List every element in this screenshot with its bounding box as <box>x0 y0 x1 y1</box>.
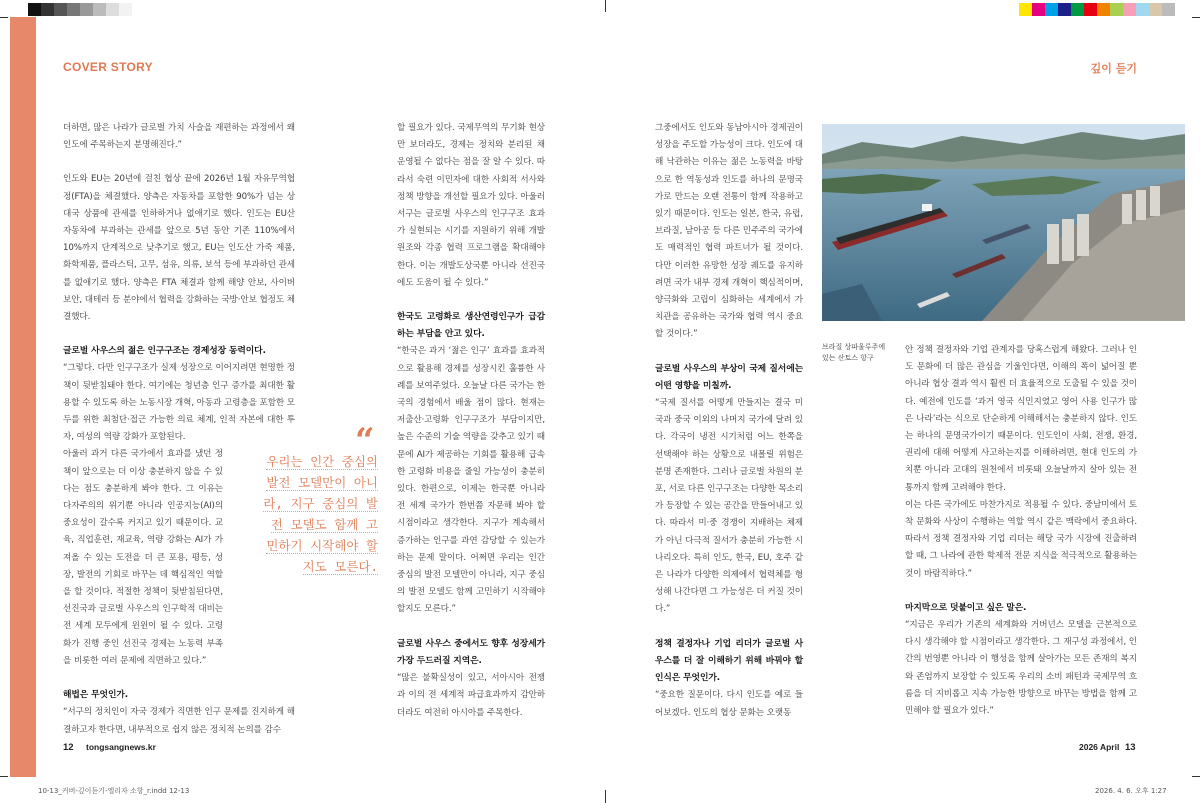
issue-date: 2026 April <box>1079 742 1120 752</box>
printer-slug-left: 10-13_커버-깊이듣기-엘리자 소항_r.indd 12-13 <box>38 787 190 795</box>
accent-spine-bar <box>10 17 36 777</box>
paragraph: 인도와 EU는 20년에 걸친 협상 끝에 2026년 1월 자유무역협정(FTA)을 체결했다. 양측은 자동차를 포함한 90%가 넘는 상대국 상품에 관세를 인하하거나 없애기로 했다. 인도는 EU산 자동차에 부과하는 관세를 앞으로 5년 동안 기존 110%에서 10%까지 단계적으로 낮추기로 했고, EU는 인도산 가죽 제품, 화학제품, 플라스틱, 고무, 섬유, 의류, 보석 등에 부과하던 관세를 없애기로 했다. 양측은 FTA 체결과 함께 해양 안보, 사이버 보안, 대테러 등 분야에서 협력을 강화하는 국방·안보 협정도 체결했다. <box>63 174 295 323</box>
paragraph: “한국은 과거 ‘젊은 인구’ 효과를 효과적으로 활용해 경제를 성장시킨 훌륭한 사례를 보여주었다. 오늘날 다른 국가는 한국의 경험에서 배울 점이 많다. 현재는 저출산·고령화 인구구조가 부담이지만, 높은 수준의 기술 역량을 갖추고 있기 때문에 AI가 제공하는 기회를 활용해 급속한 고령화 비용을 줄일 가능성이 충분히 있다. 한편으로, 이제는 한국뿐 아니라 전 세계 국가가 한번쯤 자문해 봐야 할 시점이라고 생각한다. 지구가 계속해서 증가하는 인구를 과연 감당할 수 있는가 하는 문제 말이다. 어쩌면 우리는 인간 중심의 발전 모델만이 아니라, 지구 중심의 발전 모델도 함께 고민하기 시작해야 할지도 모른다.” <box>397 346 545 615</box>
crop-mark <box>0 776 8 777</box>
registration-bar-left <box>28 3 132 16</box>
paragraph: “많은 불확실성이 있고, 서아시아 전쟁과 이의 전 세계적 파급효과까지 감안하더라도 여전히 아시아를 주목한다. <box>397 673 545 718</box>
paragraph: 그중에서도 인도와 동남아시아 경제권이 성장을 주도할 가능성이 크다. 인도에 대해 낙관하는 이유는 젊은 노동력을 바탕으로 한 역동성과 인도를 하나의 문명국가로 만드는 오랜 전통이 함께 작용하고 있기 때문이다. 인도는 일본, 한국, 유럽, 브라질, 남아공 등 다른 민주주의 국가에도 매력적인 협력 파트너가 될 것이다. 다만 이러한 유망한 성장 궤도를 유지하려면 국가 내부 경제 개혁이 핵심적이며, 양극화와 고립이 심화하는 세계에서 가치관을 공유하는 국가와 협력 역시 중요할 것이다.” <box>655 123 803 340</box>
section-label-right: 깊이 듣기 <box>1090 62 1137 75</box>
question-heading: 정책 결정자나 기업 리더가 글로벌 사우스를 더 잘 이해하기 위해 바꿔야 할 인식은 무엇인가. <box>655 638 803 684</box>
photo-caption: 브라질 상파울루주에 있는 산토스 항구 <box>822 343 886 362</box>
printer-slug-right: 2026. 4. 6. 오후 1:27 <box>1095 787 1167 795</box>
article-column-1 <box>63 120 295 756</box>
question-heading: 글로벌 사우스의 부상이 국제 질서에는 어떤 영향을 미칠까. <box>655 363 803 391</box>
paragraph: 안 정책 결정자와 기업 관계자를 당혹스럽게 해왔다. 그러나 인도 문화에 더 많은 관심을 기울인다면, 이해의 폭이 넓어질 뿐 아니라 협상 결과 역시 훨씬 더 효율적으로 도출될 수 있을 것이다. 예전에 인도를 ‘과거 영국 식민지였고 영어 사용 인구가 많은 나라’라는 식으로 단순하게 이해해서는 충분하지 않다. 인도는 하나의 문명국가이기 때문이다. 인도인이 사회, 전쟁, 환경, 권리에 대해 어떻게 사고하는지를 이해하려면, 현대 인도의 가치뿐 아니라 고대의 원천에서 비롯돼 오늘날까지 살아 있는 전통까지 함께 고려해야 한다. <box>905 345 1137 493</box>
crop-mark <box>1192 776 1200 777</box>
paragraph: “그렇다. 다만 인구구조가 실제 성장으로 이어지려면 현명한 정책이 뒷받침돼야 한다. 여기에는 청년층 인구 증가를 최대한 활용할 수 있도록 하는 노동시장 개혁, 아동과 고령층을 포함한 모두를 위한 최첨단·접근 가능한 의료 체계, 인적 자본에 대한 투자, 여성의 역량 강화가 포함된다. <box>63 363 295 443</box>
port-photo-image <box>822 124 1185 321</box>
article-column-4 <box>905 342 1137 737</box>
port-photo <box>822 124 1185 321</box>
question-heading: 마지막으로 덧붙이고 싶은 말은. <box>905 602 1027 613</box>
article-column-3 <box>655 120 803 739</box>
paragraph: 이는 다른 국가에도 마찬가지로 적용될 수 있다. 중남미에서 토착 문화와 사상이 수행하는 역할 역시 같은 맥락에서 중요하다. 따라서 정책 결정자와 기업 리더는 해당 국가 시장에 진출하려 할 때, 그 나라에 관한 학제적 전문 지식을 적극적으로 활용하는 것이 바람직하다.” <box>905 499 1137 579</box>
question-heading: 글로벌 사우스의 젊은 인구구조는 경제성장 동력이다. <box>63 346 266 357</box>
article-column-2 <box>397 120 545 739</box>
question-heading: 한국도 고령화로 생산연령인구가 급감하는 부담을 안고 있다. <box>397 312 545 340</box>
pull-quote-text: 우리는 인간 중심의 발전 모델만이 아니라, 지구 중심의 발전 모델도 함께 고민하기 시작해야 할지도 모른다. <box>263 454 378 574</box>
paragraph: 할 필요가 있다. 국제무역의 무기화 현상만 보더라도, 경제는 정치와 분리된 채 운영될 수 없다는 점을 잘 알 수 있다. 따라서 숙련 이민자에 대한 사회적 서사와 정책 방향을 개선할 필요가 있다. 아울러 서구는 글로벌 사우스의 인구구조 효과가 실현되는 시기를 지원하기 위해 개발원조와 각종 협력 프로그램을 확대해야 한다. 이는 개발도상국뿐 아니라 선진국에도 도움이 될 수 있다.” <box>397 123 545 288</box>
page-number-left: 12 <box>63 742 74 753</box>
paragraph: 아울러 과거 다른 국가에서 효과를 냈던 정책이 앞으로는 더 이상 충분하지 않을 수 있다는 점도 충분하게 봐야 한다. 그 이유는 다자주의의 위기뿐 아니라 인공지능(AI)의 중요성이 갈수록 커지고 있기 때문이다. 교육, 직업훈련, 재교육, 역량 강화는 AI가 가져올 수 있는 도전을 더 큰 포용, 평등, 성장, 발전의 기회로 바꾸는 데 핵심적인 역할을 할 것이다. 적절한 정책이 뒷받침된다면, 선진국과 글로벌 사우스의 인구학적 대비는 전 세계 모두에게 윈윈이 될 수 있다. 고령화가 진행 중인 선진국 경제는 노동력 부족을 비롯한 여러 문제에 직면하고 있다.” <box>63 449 223 666</box>
paragraph: “서구의 정치인이 자국 경제가 직면한 인구 문제를 진지하게 해결하고자 한다면, 내부적으로 쉽지 않은 정치적 논의를 감수 <box>63 707 295 735</box>
paragraph: “국제 질서를 어떻게 만들지는 결국 미국과 중국 이외의 나머지 국가에 달려 있다. 각국이 냉전 시기처럼 어느 한쪽을 선택해야 하는 상황으로 내몰릴 위험은 분명 존재한다. 그러나 글로벌 차원의 분포, 서로 다른 인구구조는 다양한 목소리가 등장할 수 있는 공간을 만들어내고 있다. 따라서 미·중 경쟁이 지배하는 체제가 아닌 다극적 질서가 충분히 가능한 시나리오다. 특히 인도, 한국, EU, 호주 같은 나라가 다양한 의제에서 협력체를 형성해 나간다면 그 가능성은 더 커질 것이다.” <box>655 398 803 615</box>
section-label-left: COVER STORY <box>63 60 153 74</box>
paragraph: “중요한 질문이다. 다시 인도를 예로 들어보겠다. 인도의 협상 문화는 오랫동 <box>655 690 803 718</box>
registration-bar-right <box>1019 3 1175 16</box>
crop-mark <box>0 17 8 18</box>
page-number-right: 13 <box>1125 742 1136 753</box>
crop-mark <box>605 0 606 12</box>
paragraph: 더하면, 많은 나라가 글로벌 가치 사슬을 재편하는 과정에서 왜 인도에 주목하는지 분명해진다.” <box>63 123 295 151</box>
question-heading: 글로벌 사우스 중에서도 향후 성장세가 가장 두드러질 지역은. <box>397 638 545 666</box>
crop-mark <box>1192 17 1200 18</box>
paragraph: “지금은 우리가 기존의 세계화와 거버넌스 모델을 근본적으로 다시 생각해야 할 시점이라고 생각한다. 그 재구성 과정에서, 인간의 번영뿐 아니라 이 행성을 함께 살아가는 모든 존재의 복지와 존엄까지 보장할 수 있도록 우리의 소비 패턴과 국제무역 흐름을 더 지비롭고 지속 가능한 방향으로 바꾸는 방법을 함께 고민해야 할 필요가 있다.” <box>905 620 1137 717</box>
pull-quote <box>262 451 378 577</box>
quote-mark-icon: “ <box>355 421 375 461</box>
site-url: tongsangnews.kr <box>86 742 156 752</box>
crop-mark <box>605 790 606 803</box>
question-heading: 해법은 무엇인가. <box>63 690 128 701</box>
